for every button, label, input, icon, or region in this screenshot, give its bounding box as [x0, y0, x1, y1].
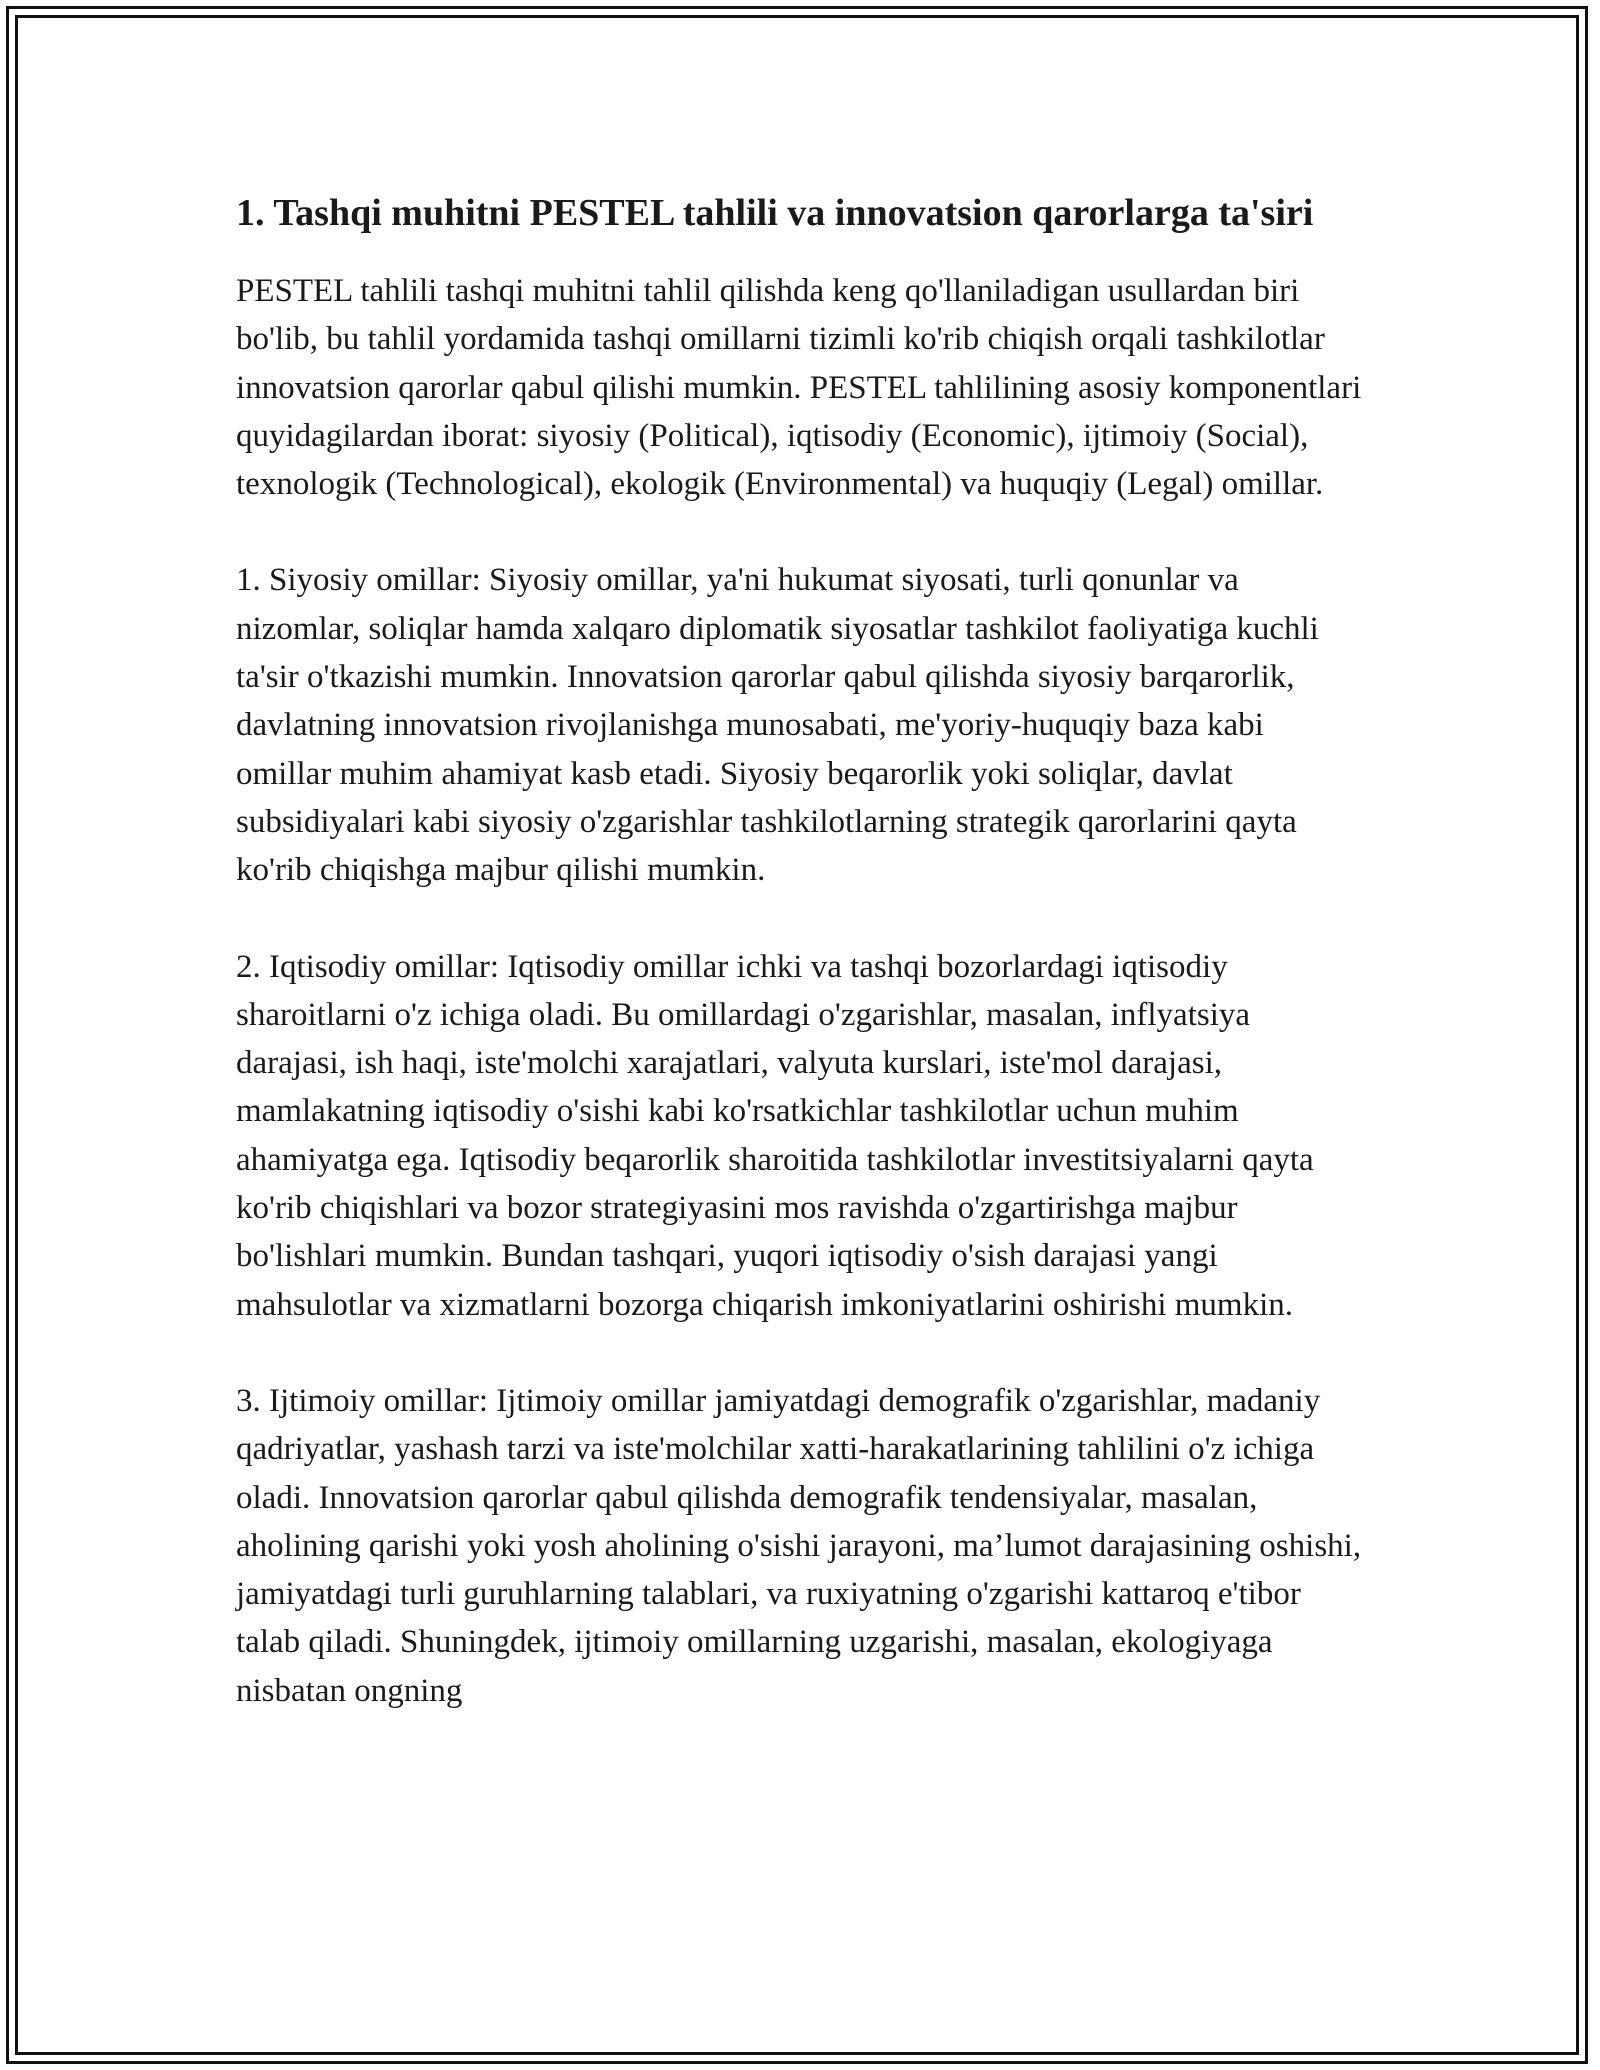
section-heading: 1. Tashqi muhitni PESTEL tahlili va innovatsion qarorlarga ta'siri	[236, 192, 1314, 234]
document-body	[236, 186, 1366, 1763]
paragraph-social: 3. Ijtimoiy omillar: Ijtimoiy omillar jamiyatdagi demografik o'zgarishlar, madaniy qadriyatlar, yashash tarzi va iste'molchilar xatti-harakatlarining tahlilini o'z ichiga oladi. Innovatsion qarorlar qabul qilishda demografik tendensiyalar, masalan, aholining qarishi yoki yosh aholining o'sishi jarayoni, ma’lumot darajasining oshishi, jamiyatdagi turli guruhlarning talablari, va ruxiyatning o'zgarishi kattaroq e'tibor talab qiladi. Shuningdek, ijtimoiy omillarning uzgarishi, masalan, ekologiyaga nisbatan ongning	[236, 1382, 1362, 1709]
paragraph-economic: 2. Iqtisodiy omillar: Iqtisodiy omillar ichki va tashqi bozorlardagi iqtisodiy sharoitlarni o'z ichiga oladi. Bu omillardagi o'zgarishlar, masalan, inflyatsiya darajasi, ish haqi, iste'molchi xarajatlari, valyuta kurslari, iste'mol darajasi, mamlakatning iqtisodiy o'sishi kabi ko'rsatkichlar tashkilotlar uchun muhim ahamiyatga ega. Iqtisodiy beqarorlik sharoitida tashkilotlar investitsiyalarni qayta ko'rib chiqishlari va bozor strategiyasini mos ravishda o'zgartirishga majbur bo'lishlari mumkin. Bundan tashqari, yuqori iqtisodiy o'sish darajasi yangi mahsulotlar va xizmatlarni bozorga chiqarish imkoniyatlarini oshirishi mumkin.	[236, 948, 1314, 1323]
paragraph-political: 1. Siyosiy omillar: Siyosiy omillar, ya'ni hukumat siyosati, turli qonunlar va nizomlar, soliqlar hamda xalqaro diplomatik siyosatlar tashkilot faoliyatiga kuchli ta'sir o'tkazishi mumkin. Innovatsion qarorlar qabul qilishda siyosiy barqarorlik, davlatning innovatsion rivojlanishga munosabati, me'yoriy-huquqiy baza kabi omillar muhim ahamiyat kasb etadi. Siyosiy beqarorlik yoki soliqlar, davlat subsidiyalari kabi siyosiy o'zgarishlar tashkilotlarning strategik qarorlarini qayta ko'rib chiqishga majbur qilishi mumkin.	[236, 562, 1319, 889]
paragraph-intro: PESTEL tahlili tashqi muhitni tahlil qilishda keng qo'llaniladigan usullardan biri bo'lib, bu tahlil yordamida tashqi omillarni tizimli ko'rib chiqish orqali tashkilotlar innovatsion qarorlar qabul qilishi mumkin. PESTEL tahlilining asosiy komponentlari quyidagilardan iborat: siyosiy (Political), iqtisodiy (Economic), ijtimoiy (Social), texnologik (Technological), ekologik (Environmental) va huquqiy (Legal) omillar.	[236, 273, 1362, 503]
